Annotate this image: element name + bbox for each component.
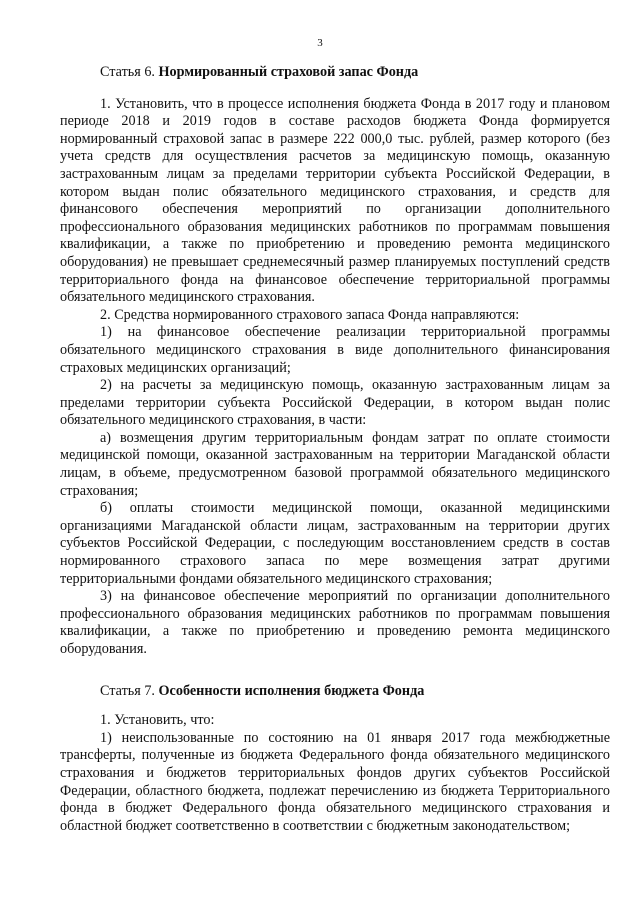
article-6-title: Нормированный страховой запас Фонда xyxy=(158,64,419,80)
article-6-prefix: Статья 6. xyxy=(100,64,155,80)
article-7-prefix: Статья 7. xyxy=(100,682,155,699)
article-6-paragraph: 1) на финансовое обеспечение реализации территориальной программы обязательного медицинского страхования в виде дополнительного финансирования страховых медицинских организаций; xyxy=(60,324,610,376)
article-6-paragraph: а) возмещения другим территориальным фондам затрат по оплате стоимости медицинской помощи, оказанной застрахованным на территории Магаданской области лицам, в объеме, предусмотренном базовой программой обязательного медицинского страхования; xyxy=(60,429,610,499)
article-6-paragraph: 2) на расчеты за медицинскую помощь, оказанную застрахованным лицам за пределами территории субъекта Российской Федерации, в котором выдан полис обязательного медицинского страхования, в части: xyxy=(60,377,610,429)
article-7-heading xyxy=(60,683,610,701)
article-6-paragraph: 2. Средства нормированного страхового запаса Фонда направляются: xyxy=(100,306,520,323)
article-6-paragraph: 3) на финансовое обеспечение мероприятий по организации дополнительного профессионального образования медицинских работников по программам повышения квалификации, а также по приобретению и проведению ремонта медицинского оборудования. xyxy=(60,588,610,657)
page-number: 3 xyxy=(317,37,323,49)
article-7-paragraph: 1) неиспользованные по состоянию на 01 января 2017 года межбюджетные трансферты, полученные из бюджета Федерального фонда обязательного медицинского страхования и бюджетов территориальных фондов других субъектов Российской Федерации, областного бюджета, подлежат перечислению из бюджета Территориального фонда в бюджет Федерального фонда обязательного медицинского страхования и областной бюджет соответственно в соответствии с бюджетным законодательством; xyxy=(60,729,610,834)
document-body xyxy=(60,64,610,835)
article-6-paragraph: б) оплаты стоимости медицинской помощи, оказанной медицинскими организациями Магаданской области лицам, застрахованным на территории других субъектов Российской Федерации, с последующим восстановлением средств в состав нормированного страхового запаса по мере возмещения затрат другими территориальными фондами обязательного медицинского страхования; xyxy=(60,500,610,587)
article-6-paragraph: 1. Установить, что в процессе исполнения бюджета Фонда в 2017 году и плановом периоде 2018 и 2019 годов в составе расходов бюджета Фонда формируется нормированный страховой запас в размере 222 000,0 тыс. рублей, размер которого (без учета средств для осуществления расчетов за медицинскую помощь, оказанную застрахованным лицам за пределами территории субъекта Российской Федерации, в котором выдан полис обязательного медицинского страхования, и средств для финансового обеспечения мероприятий по организации дополнительного профессионального образования медицинских работников по программам повышения квалификации, а также по приобретению и проведению ремонта медицинского оборудования) не превышает среднемесячный размер планируемых поступлений средств территориального фонда на финансовое обеспечение территориальной программы обязательного медицинского страхования. xyxy=(60,95,610,306)
article-6-heading xyxy=(60,64,610,82)
article-7-title: Особенности исполнения бюджета Фонда xyxy=(158,682,425,699)
article-7-paragraph: 1. Установить, что: xyxy=(100,712,215,729)
